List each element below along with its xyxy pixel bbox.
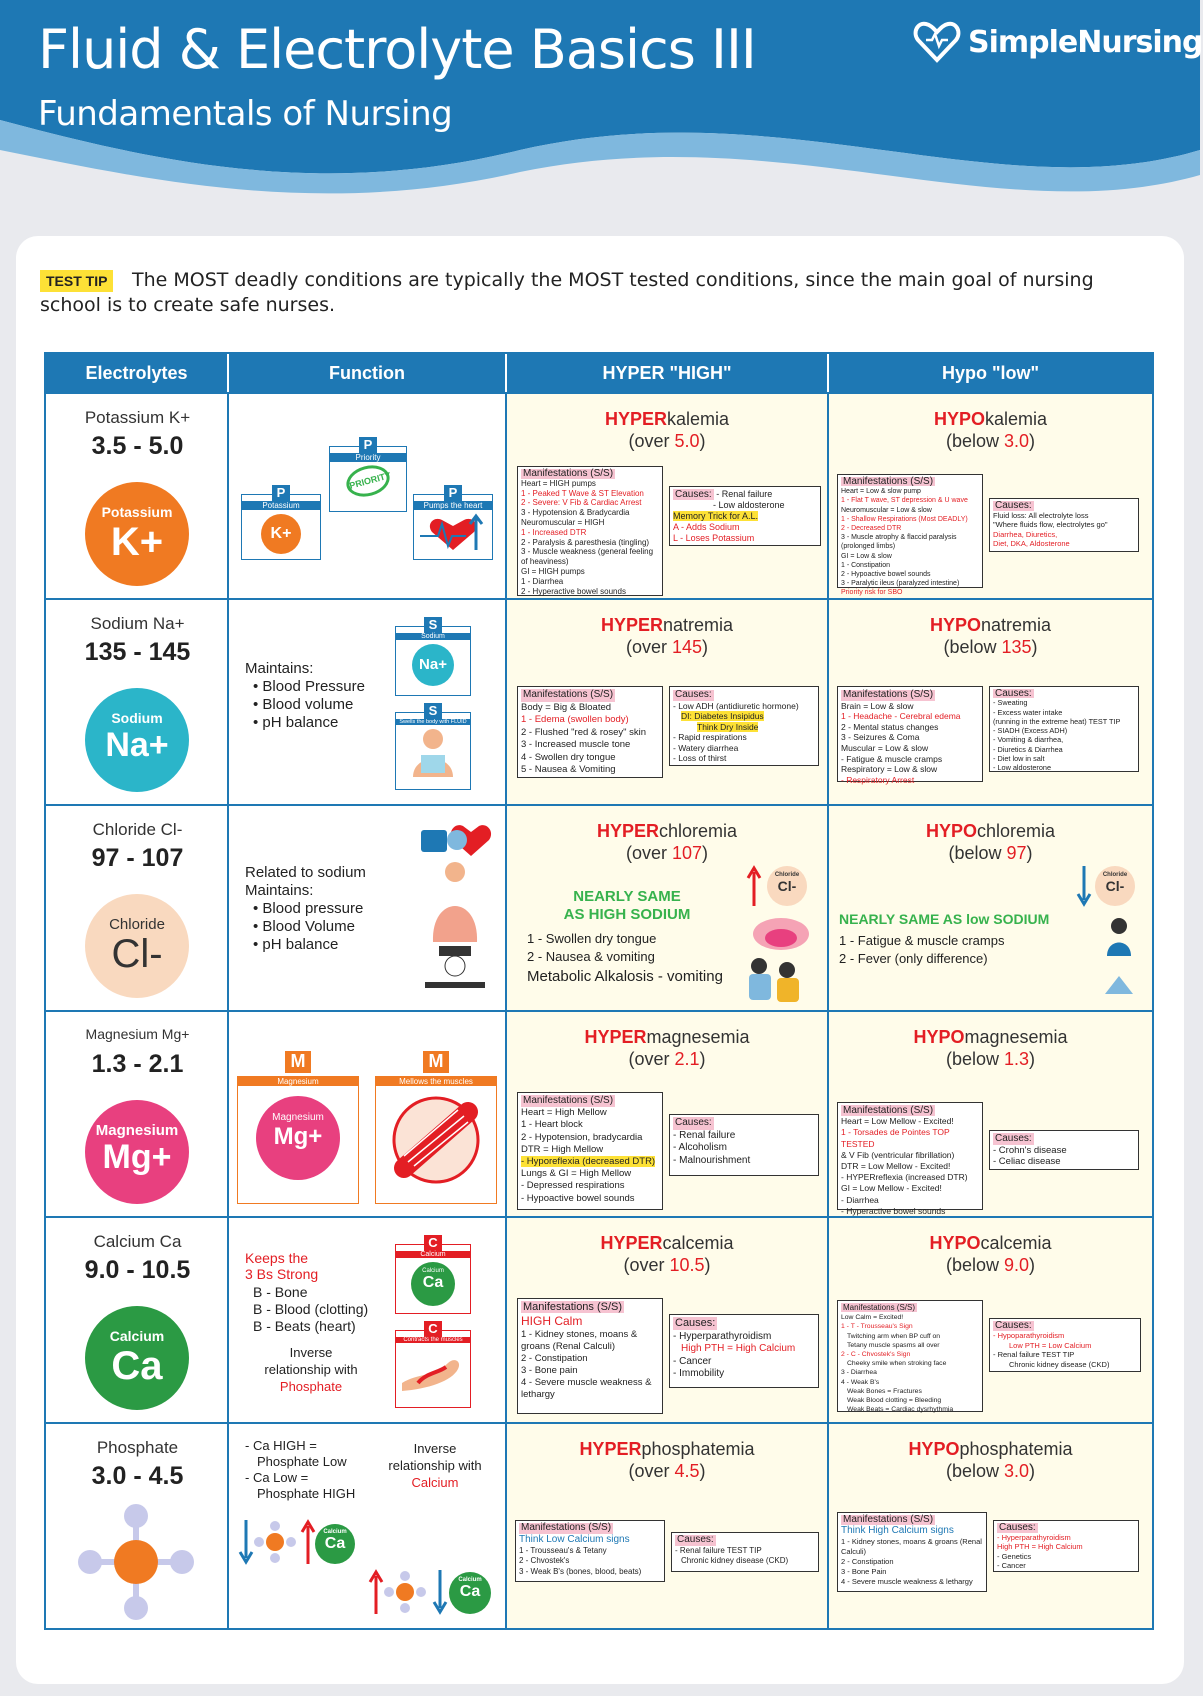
logo [912,20,1203,64]
header-banner [0,0,1203,230]
electrolyte-name: Chloride Cl- [92,820,183,839]
page-subtitle: Fundamentals of Nursing [38,94,453,134]
hyper-heading: HYPERphosphatemia (over 4.5) [579,1439,755,1481]
electrolyte-name: Calcium Ca [93,1232,182,1251]
manifestations-box: Manifestations (S/S) Think High Calcium signs 1 - Kidney stones, moans & groans (Renal Calculi) 2 - Constipation 3 - Bone Pain 4 - Severe muscle weakness & lethargy [837,1512,987,1592]
metabolic-alkalosis-note: Metabolic Alkalosis - vomiting [527,968,723,985]
tongue-icon [751,914,811,954]
heart-pump-icon [418,510,488,554]
electrolyte-range: 3.0 - 4.5 [91,1462,184,1490]
electrolyte-range: 9.0 - 10.5 [84,1256,191,1284]
nearly-same-note: NEARLY SAME AS HIGH SODIUM [563,888,691,923]
chloride-circle-icon: Chloride Cl- [85,894,189,998]
hyper-heading: HYPERnatremia (over 145) [600,615,734,657]
causes-box: Causes: Fluid loss: All electrolyte loss "Where fluids flow, electrolytes go" Diarrhea, Diuretics, Diet, DKA, Aldosterone [989,498,1139,552]
magnesium-mini-icon: Magnesium Mg+ [256,1096,340,1180]
causes-box: Causes: - Crohn's disease - Celiac disease [989,1130,1139,1170]
causes-box: Causes: - Renal failure - Alcoholism - Malnourishment [669,1114,819,1176]
calcium-mini-icon: Calcium Ca [449,1572,491,1614]
test-tip-badge: TEST TIP [40,270,113,292]
hypo-heading: HYPOcalcemia (below 9.0) [929,1233,1052,1275]
vomiting-person-icon [743,956,803,1006]
test-tip-text: The MOST deadly conditions are typically the MOST tested conditions, since the main goal of nursing school is to create safe nurses. [40,269,1094,316]
electrolyte-range: 135 - 145 [84,638,191,666]
sodium-card: S Sodium Na+ [395,626,471,696]
hypo-heading: HYPOphosphatemia (below 3.0) [908,1439,1073,1481]
hyper-heading: HYPERcalcemia (over 10.5) [600,1233,734,1275]
phosphate-molecule-icon [76,1502,196,1622]
arrow-up-icon [301,1520,315,1564]
cramp-person-icon [1099,916,1139,996]
priority-stamp-icon: PRIORITY [343,461,393,501]
muscle-card: M Mellows the muscles [375,1076,497,1204]
causes-box: Causes: - Renal failure TEST TIP Chronic kidney disease (CKD) [671,1532,819,1572]
causes-box: Causes: - Renal failure - Low aldosterone Memory Trick for A.L. A - Adds Sodium L - Loses Potassium [669,486,821,546]
heart-logo-icon [912,20,962,64]
manifestations-box: Manifestations (S/S) Body = Big & Bloated 1 - Edema (swollen body) 2 - Flushed "red & rosey" skin 3 - Increased muscle tone 4 - Swollen dry tongue 5 - Nausea & Vomiting [517,686,663,778]
manifestations-box: Manifestations (S/S) HIGH Calm 1 - Kidney stones, moans & groans (Renal Calculi) 2 - Constipation 3 - Bone pain 4 - Severe muscle weakness & lethargy [517,1298,663,1414]
hypo-heading: HYPOchloremia (below 97) [925,821,1056,863]
arrow-down-icon [239,1520,253,1564]
inverse-relationship-note: Inverse relationship with Phosphate [264,1345,358,1394]
manifestations-box: Manifestations (S/S) Heart = Low & slow pump 1 - Flat T wave, ST depression & U wave Neuromuscular = Low & slow 1 - Shallow Respirations (Most DEADLY) 2 - Decreased DTR 3 - Muscle atrophy & flaccid paralysis (prolonged limbs) GI = Low & slow 1 - Constipation 2 - Hypoactive bowel sounds 3 - Paralytic ileus (paralyzed intestine) Priority risk for SBO [837,474,983,588]
row-potassium [46,392,1152,598]
heart-card: P Pumps the heart [413,494,493,560]
electrolyte-name: Magnesium Mg+ [85,1026,190,1042]
electrolyte-range: 97 - 107 [91,844,184,872]
hyper-heading: HYPERkalemia (over 5.0) [604,409,730,451]
sodium-circle-icon: Sodium Na+ [85,688,189,792]
manifestations-box: Manifestations (S/S) Brain = Low & slow 1 - Headache - Cerebral edema 2 - Mental status changes 3 - Seizures & Coma Muscular = Low & slow - Fatigue & muscle cramps Respiratory = Low & slow - Respiratory Arrest [837,686,983,782]
calcium-mini-icon: Calcium Ca [315,1524,355,1564]
manifestations-box: Manifestations (S/S) Think Low Calcium signs 1 - Trousseau's & Tetany 2 - Chvostek's 3 - Weak B's (bones, blood, beats) [515,1520,665,1582]
magnesium-circle-icon: Magnesium Mg+ [85,1100,189,1204]
hyper-heading: HYPERmagnesemia (over 2.1) [584,1027,750,1069]
swollen-person-icon [403,725,463,777]
column-header: HYPER "HIGH" [507,354,829,392]
magnesium-card: M Magnesium Magnesium Mg+ [237,1076,359,1204]
manifestations-box: Manifestations (S/S) Low Calm = Excited! 1 - T - Trousseau's Sign Twitching arm when BP cuff on Tetany muscle spasms all over 2 - C - Chvostek's Sign Cheeky smile when stroking face 3 - Diarrhea 4 - Weak B's Weak Bones = Fractures Weak Blood clotting = Bleeding Weak Beats = Cardiac dysrhythmia [837,1300,983,1412]
arrow-up-icon [369,1570,383,1614]
column-header: Electrolytes [46,354,229,392]
arrow-down-icon [433,1570,447,1614]
causes-box: Causes: - Hyperparathyroidism High PTH = High Calcium - Cancer - Immobility [669,1314,819,1388]
hyper-heading: HYPERchloremia (over 107) [596,821,738,863]
contract-muscle-card: C Contracts the muscles [395,1330,471,1408]
causes-box: Causes: - Hypoparathyroidism Low PTH = Low Calcium - Renal failure TEST TIP Chronic kidney disease (CKD) [989,1318,1141,1372]
row-phosphate [46,1422,1152,1628]
row-calcium [46,1216,1152,1422]
column-header: Hypo "low" [829,354,1152,392]
inverse-relationship-note: Inverse relationship with Calcium [388,1441,482,1490]
chloride-mini-icon: Chloride Cl- [1095,866,1135,906]
hypo-heading: HYPOkalemia (below 3.0) [933,409,1048,451]
row-magnesium [46,1010,1152,1216]
manifestations-box: Manifestations (S/S) Heart = Low Mellow - Excited! 1 - Torsades de Pointes TOP TESTED & V Fib (ventricular fibrillation) DTR = Low Mellow - Excited! - HYPERreflexia (increased DTR) GI = Low Mellow - Excited! - Diarrhea - Hyperactive bowel sounds [837,1102,983,1210]
electrolyte-name: Sodium Na+ [90,614,185,633]
potassium-mini-icon: K+ [261,514,301,554]
calcium-mini-icon: Calcium Ca [411,1262,455,1306]
causes-box: Causes: - Low ADH (antidiuretic hormone) DI: Diabetes Insipidus Think Dry Inside - Rapid respirations - Watery diarrhea - Loss of thirst [669,686,819,766]
sodium-mini-icon: Na+ [412,644,454,686]
row-sodium [46,598,1152,804]
causes-box: Causes: - Hyperparathyroidism High PTH = High Calcium - Genetics - Cancer [993,1520,1139,1572]
arrow-down-icon [1077,866,1091,906]
function-text: Maintains: • Blood Pressure • Blood volume • pH balance [245,660,365,731]
function-text: Related to sodium Maintains: • Blood pressure • Blood Volume • pH balance [245,864,366,953]
electrolyte-name: Potassium K+ [84,408,191,427]
hyper-chloride-list: 1 - Swollen dry tongue 2 - Nausea & vomiting [527,931,657,964]
column-header: Function [229,354,507,392]
electrolyte-range: 1.3 - 2.1 [91,1050,184,1078]
page-title: Fluid & Electrolyte Basics III [38,18,756,81]
hypo-heading: HYPOmagnesemia (below 1.3) [913,1027,1068,1069]
three-bs-title: Keeps the 3 Bs Strong [245,1250,319,1282]
ca-phosphate-list: - Ca HIGH = Phosphate Low - Ca Low = Phosphate HIGH [245,1438,356,1501]
flexed-arm-icon [398,1343,468,1395]
chloride-mini-icon: Chloride Cl- [767,866,807,906]
causes-box: Causes: - Sweating - Excess water intake (running in the extreme heat) TEST TIP - SIADH (Excess ADH) - Vomiting & diarrhea, - Diuretics & Diarrhea - Diet low in salt - Low aldosterone [989,686,1139,772]
body-heart-illustration-icon [415,814,495,1004]
potassium-circle-icon: Potassium K+ [85,482,189,586]
phosphate-mini-icon [383,1570,427,1614]
electrolyte-name: Phosphate [96,1438,179,1457]
phosphate-mini-icon [253,1520,297,1564]
calcium-circle-icon: Calcium Ca [85,1306,189,1410]
row-chloride [46,804,1152,1010]
arrow-up-icon [747,866,761,906]
nearly-same-low-note: NEARLY SAME AS low SODIUM [839,911,1050,927]
electrolyte-table [44,352,1154,1630]
hypo-heading: HYPOnatremia (below 135) [929,615,1052,657]
priority-card: P Priority PRIORITY [329,446,407,512]
hypo-chloride-list: 1 - Fatigue & muscle cramps 2 - Fever (only difference) [839,933,1005,966]
swelling-card: S Swells the body with FLUID [395,712,471,790]
potassium-card: P Potassium K+ [241,494,321,560]
manifestations-box: Manifestations (S/S) Heart = High Mellow 1 - Heart block 2 - Hypotension, bradycardia DTR = High Mellow - Hyporeflexia (decreased DTR) Lungs & GI = High Mellow - Depressed respirations - Hypoactive bowel sounds [517,1092,663,1210]
logo-text: SimpleNursing [968,24,1203,60]
calcium-card: C Calcium Calcium Ca [395,1244,471,1314]
electrolyte-range: 3.5 - 5.0 [91,432,184,460]
muscle-fiber-icon [388,1092,484,1188]
three-bs-list: B - Bone B - Blood (clotting) B - Beats (heart) [253,1284,369,1334]
manifestations-box: Manifestations (S/S) Heart = HIGH pumps 1 - Peaked T Wave & ST Elevation 2 - Severe: V Fib & Cardiac Arrest 3 - Hypotension & Bradycardia Neuromuscular = HIGH 1 - Increased DTR 2 - Paralysis & paresthesia (tingling) 3 - Muscle weakness (general feeling of heaviness) GI = HIGH pumps 1 - Diarrhea 2 - Hyperactive bowel sounds [517,466,663,596]
